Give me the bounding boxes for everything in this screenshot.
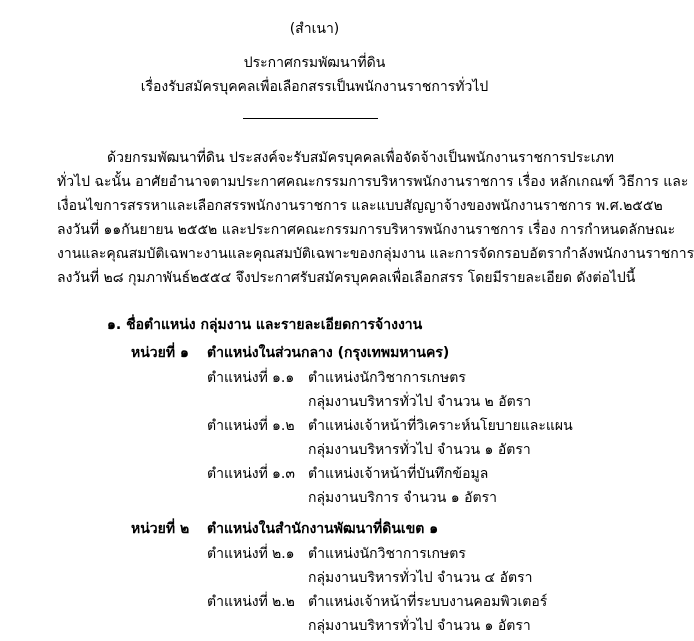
position-number: ๑.๒ <box>272 418 295 434</box>
position-label: ตำแหน่งที่ <box>207 546 268 562</box>
position-number: ๒.๑ <box>272 546 295 562</box>
position-title: ตำแหน่งเจ้าหน้าที่วิเคราะห์นโยบายและแผน <box>308 418 573 434</box>
intro-line: ด้วยกรมพัฒนาที่ดิน ประสงค์จะรับสมัครบุคคลเพื่อจัดจ้างเป็นพนักงานราชการประเภท <box>107 150 614 166</box>
position-detail: กลุ่มงานบริหารทั่วไป จำนวน ๑ อัตรา <box>308 618 531 634</box>
intro-line: เงื่อนไขการสรรหาและเลือกสรรพนักงานราชการ และแบบสัญญาจ้างของพนักงานราชการ พ.ศ.๒๕๕๒ <box>57 198 663 214</box>
unit-2-title: ตำแหน่งในสำนักงานพัฒนาที่ดินเขต ๑ <box>207 521 439 537</box>
position-title: ตำแหน่งเจ้าหน้าที่บันทึกข้อมูล <box>308 466 489 482</box>
intro-paragraph <box>57 150 694 290</box>
position-number: ๒.๒ <box>272 594 295 610</box>
intro-line: ทั่วไป ฉะนั้น อาศัยอำนาจตามประกาศคณะกรรมการบริหารพนักงานราชการ เรื่อง หลักเกณฑ์ วิธีการ และ <box>57 174 689 190</box>
position-title: ตำแหน่งนักวิชาการเกษตร <box>308 370 466 386</box>
position-label: ตำแหน่งที่ <box>207 594 268 610</box>
title-underline <box>243 118 378 119</box>
unit-1-title: ตำแหน่งในส่วนกลาง (กรุงเทพมหานคร) <box>207 345 450 361</box>
intro-line: งานและคุณสมบัติเฉพาะงานและคุณสมบัติเฉพาะของกลุ่มงาน และการจัดกรอบอัตรากำลังพนักงานราชการ <box>57 246 694 262</box>
intro-line: ลงวันที่ ๒๘ กุมภาพันธ์๒๕๕๔ จึงประกาศรับสมัครบุคคลเพื่อเลือกสรร โดยมีรายละเอียด ดังต่อไปนี้ <box>57 270 636 286</box>
position-detail: กลุ่มงานบริหารทั่วไป จำนวน ๔ อัตรา <box>308 570 533 586</box>
position-detail: กลุ่มงานบริหารทั่วไป จำนวน ๒ อัตรา <box>308 394 532 410</box>
position-number: ๑.๓ <box>272 466 295 482</box>
position-label: ตำแหน่งที่ <box>207 466 268 482</box>
unit-1-label: หน่วยที่ ๑ <box>131 345 189 361</box>
unit-2-label: หน่วยที่ ๒ <box>131 521 190 537</box>
position-title: ตำแหน่งเจ้าหน้าที่ระบบงานคอมพิวเตอร์ <box>308 594 548 610</box>
section-1-heading: ๑. ชื่อตำแหน่ง กลุ่มงาน และรายละเอียดการจ้างงาน <box>107 317 423 333</box>
position-detail: กลุ่มงานบริหารทั่วไป จำนวน ๑ อัตรา <box>308 442 531 458</box>
position-number: ๑.๑ <box>272 370 295 386</box>
position-label: ตำแหน่งที่ <box>207 418 268 434</box>
position-title: ตำแหน่งนักวิชาการเกษตร <box>308 546 466 562</box>
position-label: ตำแหน่งที่ <box>207 370 268 386</box>
intro-line: ลงวันที่ ๑๑กันยายน ๒๕๕๒ และประกาศคณะกรรมการบริหารพนักงานราชการ เรื่อง การกำหนดลักษณะ <box>57 222 676 238</box>
announcement-subject: เรื่องรับสมัครบุคคลเพื่อเลือกสรรเป็นพนักงานราชการทั่วไป <box>140 79 489 95</box>
announcement-title: ประกาศกรมพัฒนาที่ดิน <box>243 55 386 71</box>
position-detail: กลุ่มงานบริการ จำนวน ๑ อัตรา <box>308 490 497 506</box>
copy-label: (สำเนา) <box>289 21 340 37</box>
